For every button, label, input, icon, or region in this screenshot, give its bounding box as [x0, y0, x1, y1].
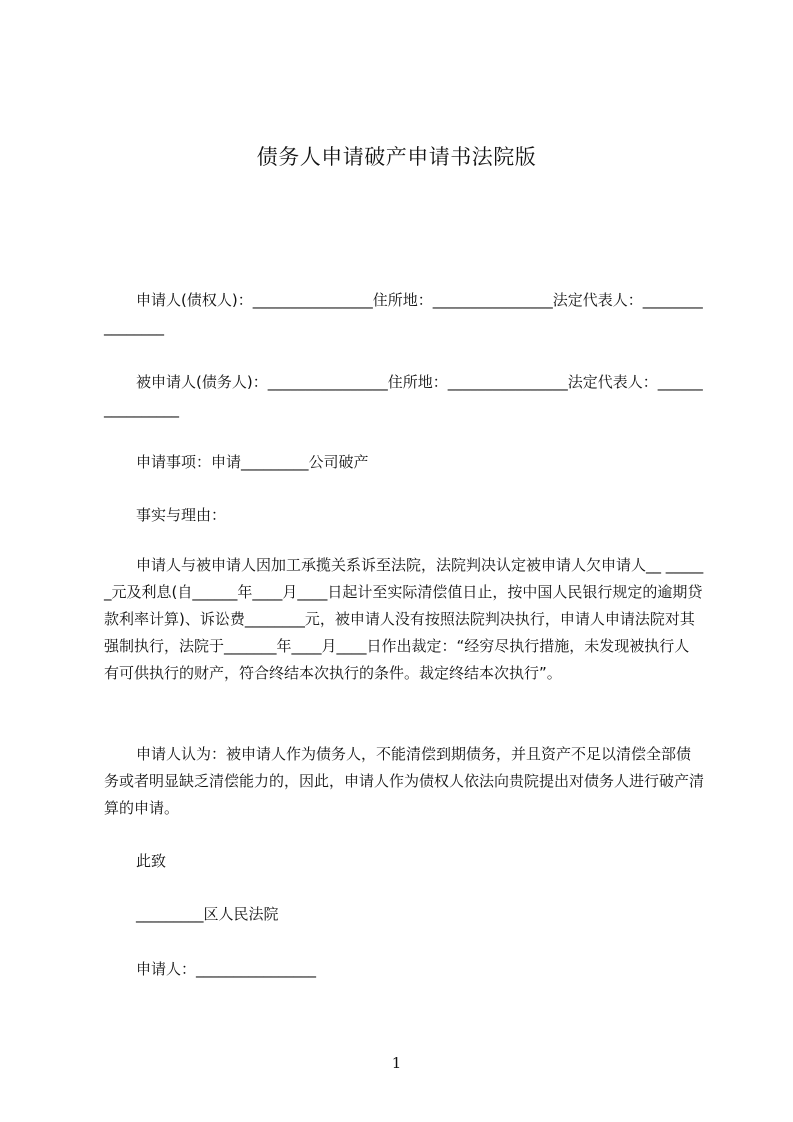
applicant-signature: 申请人：________________	[136, 960, 317, 978]
court-name: _________区人民法院	[136, 905, 279, 923]
reasons-paragraph: 申请人认为：被申请人作为债务人，不能清偿到期债务，并且资产不足以清偿全部债务或者明显缺乏清偿能力的，因此，申请人作为债权人依法向贵院提出对债务人进行破产清算的申请。	[104, 745, 705, 817]
document-title: 债务人申请破产申请书法院版	[256, 145, 537, 169]
salutation: 此致	[136, 852, 167, 870]
facts-paragraph: 申请人与被申请人因加工承揽关系诉至法院，法院判决认定被申请人欠申请人__ ______元及利息(自______年____月____日起计至实际清偿值日止，按中国人民银行规定的逾期贷款利率计算)、诉讼费________元，被申请人没有按照法院判决执行，申请人申请法院对其强制执行，法院于_______年____月____日作出裁定：“经穷尽执行措施，未发现被执行人有可供执行的财产，符合终结本次执行的条件。裁定终结本次执行”。	[104, 556, 704, 682]
respondent-line: 被申请人(债务人)：________________住所地：________________法定代表人：________________	[104, 373, 703, 418]
page-number: 1	[391, 1054, 402, 1072]
applicant-line: 申请人(债权人)：________________住所地：________________法定代表人：________________	[104, 291, 703, 336]
application-matter: 申请事项：申请_________公司破产	[136, 453, 369, 471]
facts-heading: 事实与理由：	[136, 506, 227, 524]
